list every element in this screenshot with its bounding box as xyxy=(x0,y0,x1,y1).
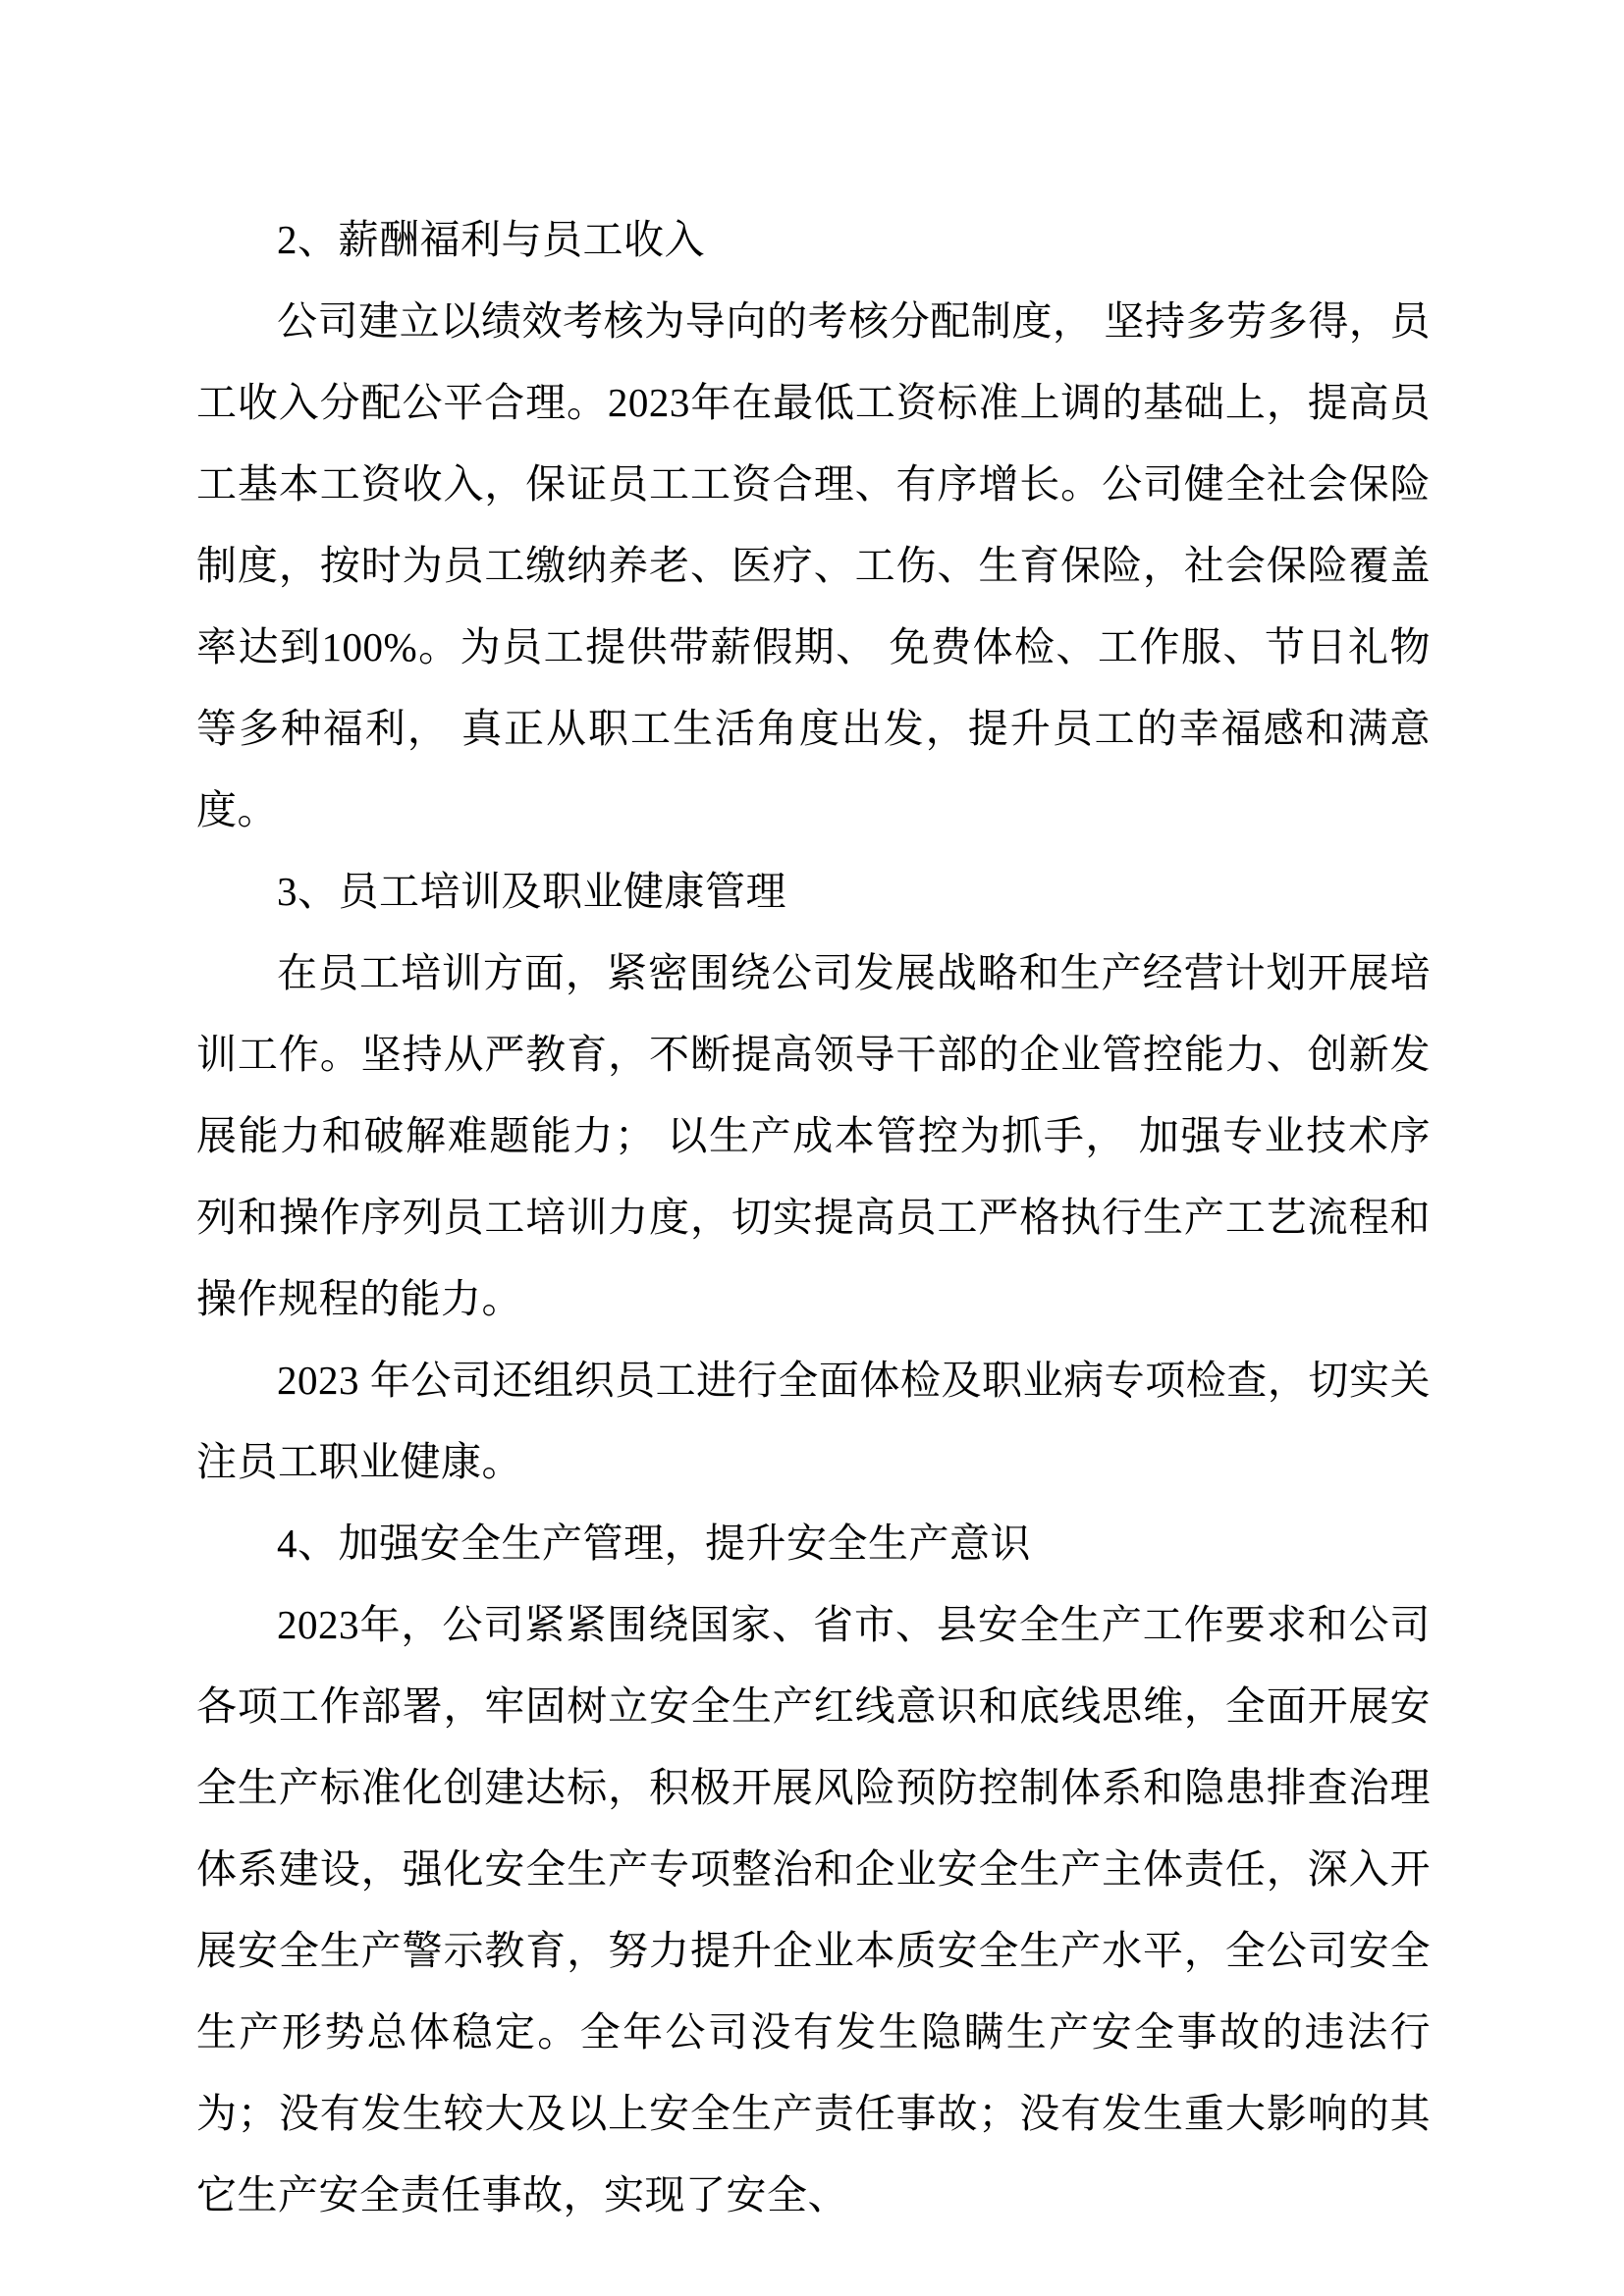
paragraph-safety-production: 2023年，公司紧紧围绕国家、省市、县安全生产工作要求和公司各项工作部署，牢固树立安全生产红线意识和底线思维，全面开展安全生产标准化创建达标，积极开展风险预防控制体系和隐患排查治理体系建设，强化安全生产专项整治和企业安全生产主体责任，深入开展安全生产警示教育，努力提升企业本质安全生产水平，全公司安全生产形势总体稳定。全年公司没有发生隐瞒生产安全事故的违法行为；没有发生较大及以上安全生产责任事故；没有发生重大影响的其它生产安全责任事故，实现了安全、 xyxy=(196,1602,1431,2217)
paragraph-training: 在员工培训方面，紧密围绕公司发展战略和生产经营计划开展培训工作。坚持从严教育，不断提高领导干部的企业管控能力、创新发展能力和破解难题能力； 以生产成本管控为抓手， 加强专业技术序列和操作序列员工培训力度，切实提高员工严格执行生产工艺流程和操作规程的能力。 xyxy=(196,950,1431,1321)
section-heading-training-health: 3、员工培训及职业健康管理 xyxy=(277,869,786,914)
section-heading-safety-production: 4、加强安全生产管理，提升安全生产意识 xyxy=(277,1521,1031,1566)
paragraph-health-checkup: 2023 年公司还组织员工进行全面体检及职业病专项检查，切实关注员工职业健康。 xyxy=(196,1358,1431,1484)
section-heading-salary-benefits: 2、薪酬福利与员工收入 xyxy=(277,217,705,262)
paragraph-salary-benefits: 公司建立以绩效考核为导向的考核分配制度， 坚持多劳多得，员工收入分配公平合理。2023年在最低工资标准上调的基础上，提高员工基本工资收入，保证员工工资合理、有序增长。公司健全社会保险制度，按时为员工缴纳养老、医疗、工伤、生育保险，社会保险覆盖率达到100%。为员工提供带薪假期、 免费体检、工作服、节日礼物等多种福利， 真正从职工生活角度出发，提升员工的幸福感和满意度。 xyxy=(196,298,1431,832)
